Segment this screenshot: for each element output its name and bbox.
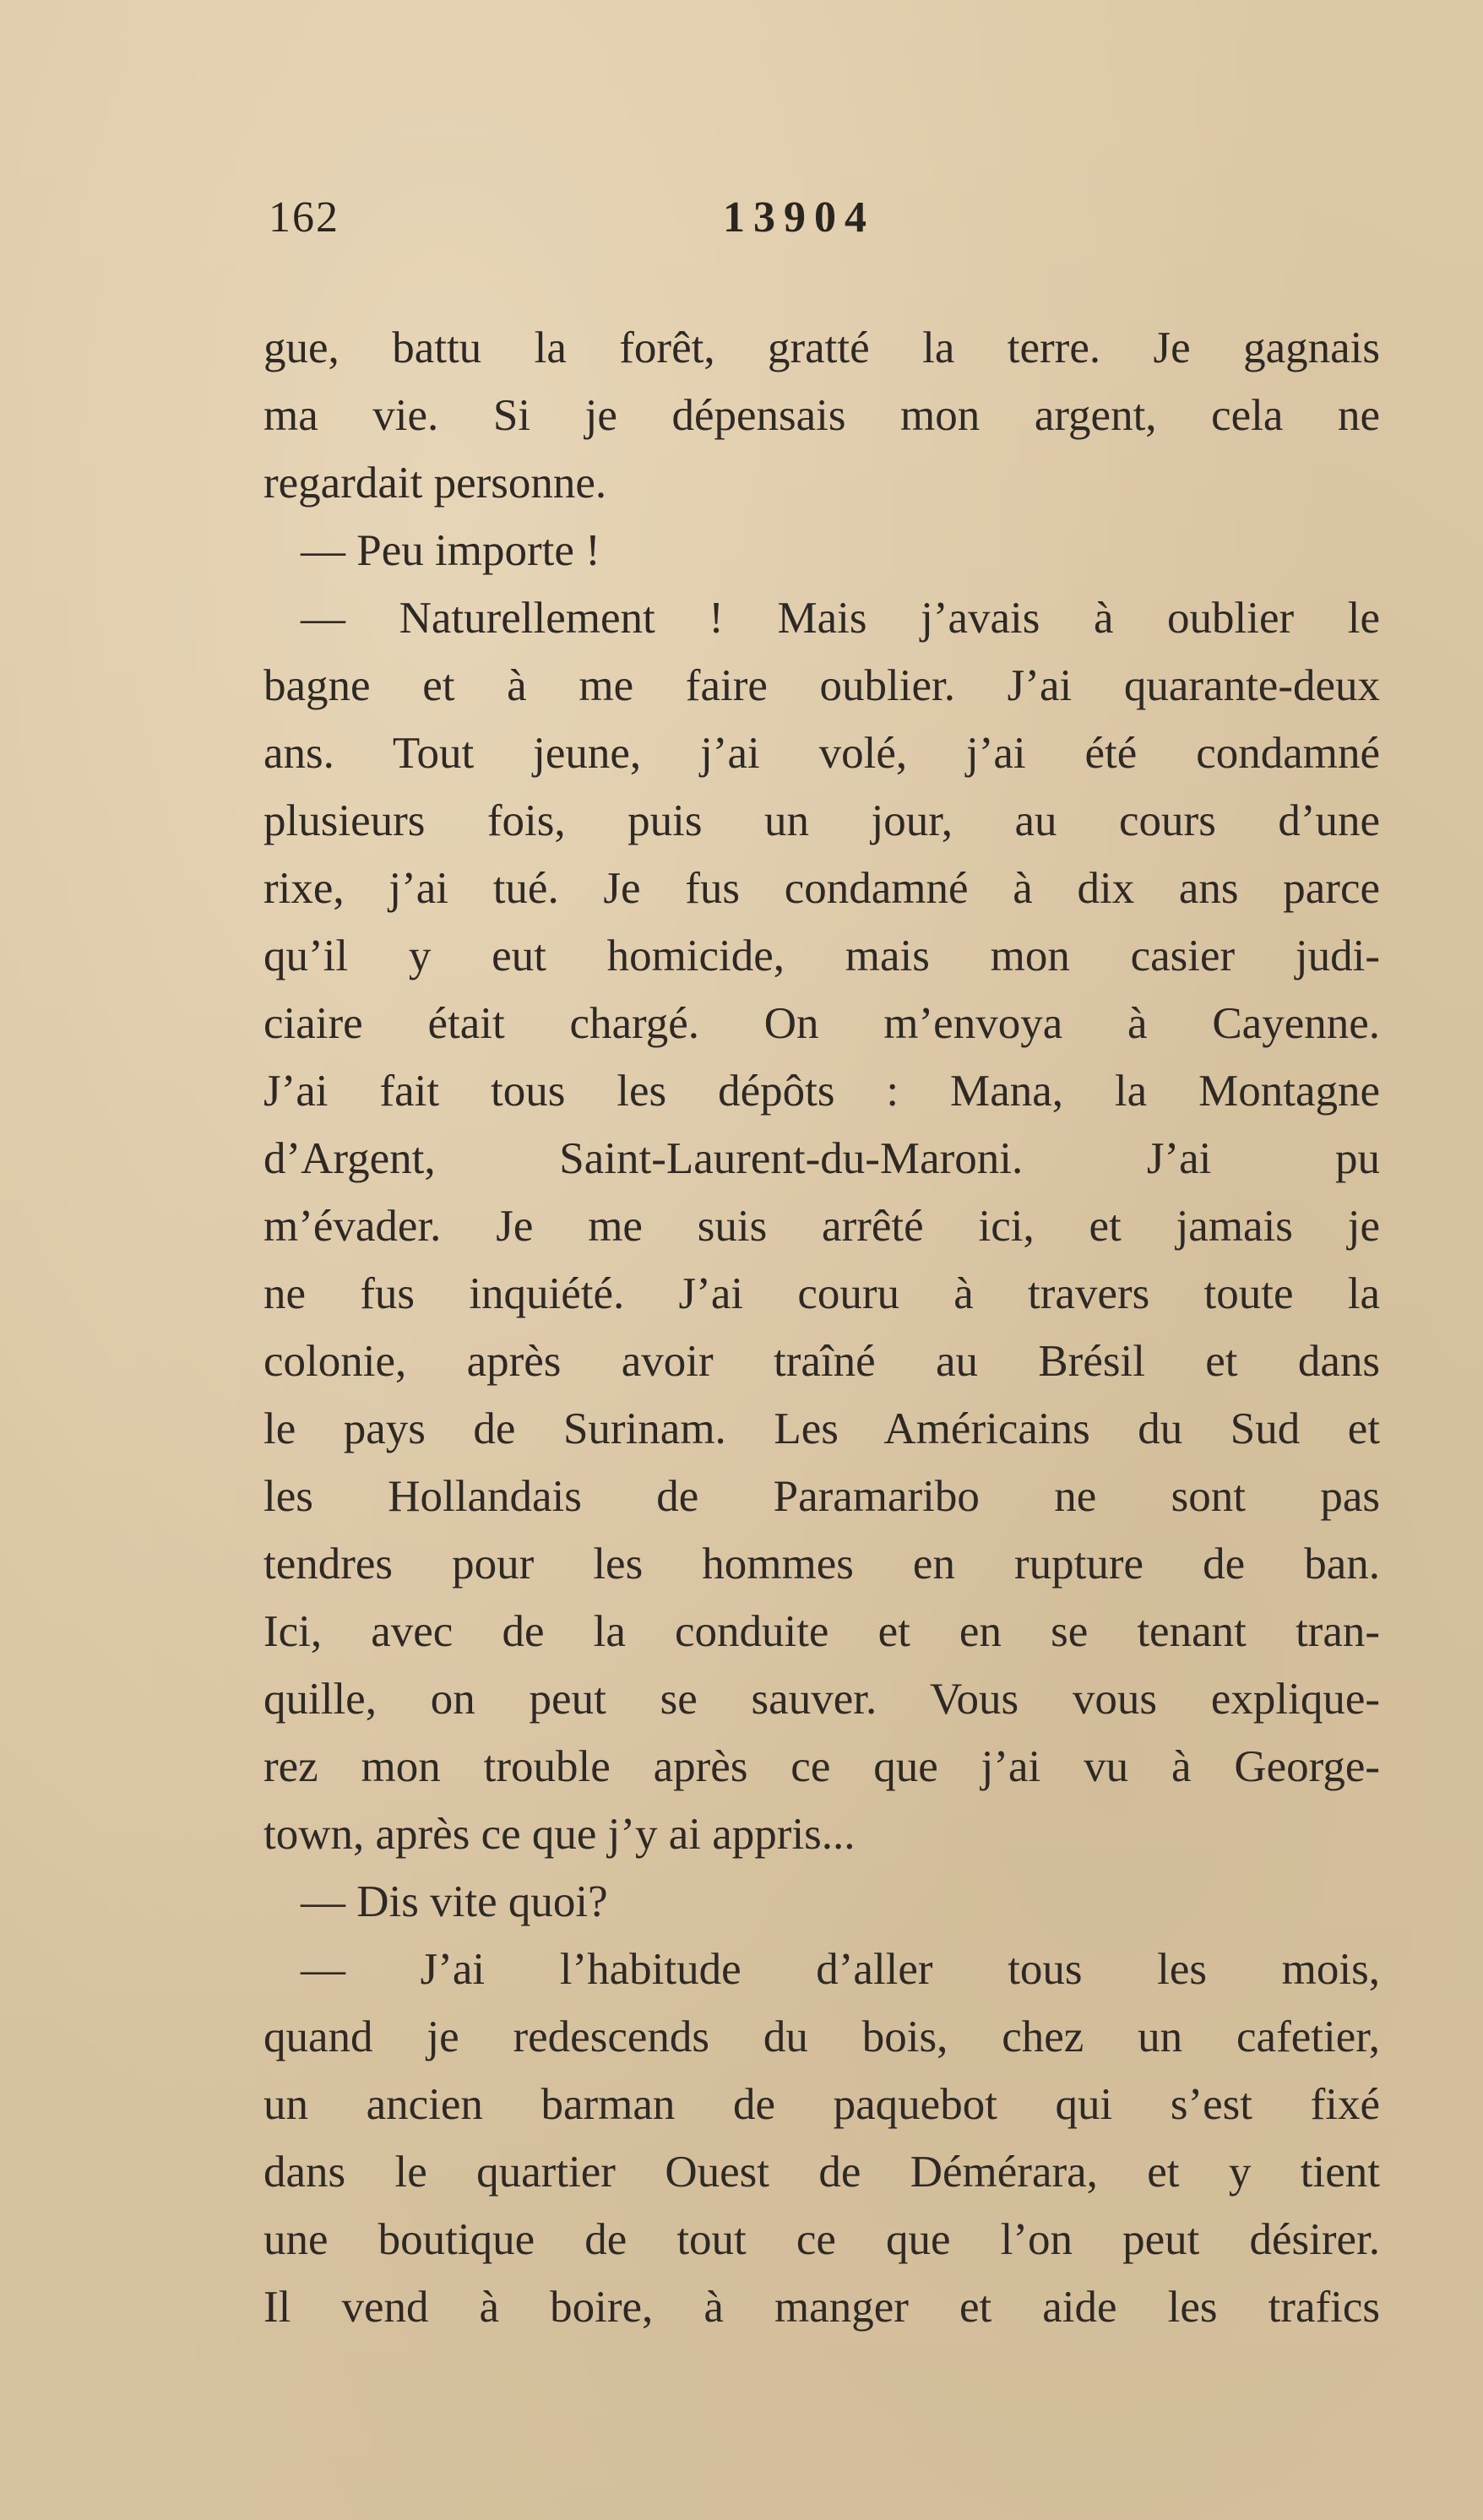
text-line: colonie, après avoir traîné au Brésil et dans (263, 1337, 1380, 1386)
text-line: town, après ce que j’y ai appris... (263, 1810, 856, 1859)
text-line: m’évader. Je me suis arrêté ici, et jamais je (263, 1202, 1380, 1251)
text-line: ciaire était chargé. On m’envoya à Cayenne. (263, 999, 1380, 1048)
body-text (263, 314, 1380, 2341)
text-line: — Peu importe ! (301, 526, 600, 575)
text-line: ma vie. Si je dépensais mon argent, cela ne (263, 391, 1380, 440)
text-line: — Naturellement ! Mais j’avais à oublier le (301, 594, 1380, 643)
text-line: — Dis vite quoi? (301, 1877, 608, 1926)
text-line: tendres pour les hommes en rupture de ban. (263, 1540, 1380, 1589)
text-line: Ici, avec de la conduite et en se tenant tran- (263, 1607, 1380, 1656)
text-line: ne fus inquiété. J’ai couru à travers toute la (263, 1269, 1380, 1318)
text-line: ans. Tout jeune, j’ai volé, j’ai été condamné (263, 729, 1380, 778)
text-line: Il vend à boire, à manger et aide les trafics (263, 2283, 1380, 2332)
text-line: quand je redescends du bois, chez un cafetier, (263, 2012, 1380, 2061)
text-line: — J’ai l’habitude d’aller tous les mois, (301, 1945, 1380, 1994)
text-line: regardait personne. (263, 459, 607, 508)
page-number: 162 (269, 193, 340, 242)
text-line: une boutique de tout ce que l’on peut désirer. (263, 2215, 1380, 2264)
running-head: 13904 (723, 193, 875, 242)
text-line: quille, on peut se sauver. Vous vous explique- (263, 1675, 1380, 1724)
text-line: les Hollandais de Paramaribo ne sont pas (263, 1472, 1380, 1521)
text-line: gue, battu la forêt, gratté la terre. Je gagnais (263, 323, 1380, 372)
text-line: dans le quartier Ouest de Démérara, et y tient (263, 2148, 1380, 2197)
page-header (269, 193, 1383, 252)
text-line: rixe, j’ai tué. Je fus condamné à dix ans parce (263, 864, 1380, 913)
text-line: plusieurs fois, puis un jour, au cours d’une (263, 796, 1380, 845)
text-line: qu’il y eut homicide, mais mon casier judi- (263, 931, 1380, 980)
text-line: un ancien barman de paquebot qui s’est fixé (263, 2080, 1380, 2129)
text-line: J’ai fait tous les dépôts : Mana, la Montagne (263, 1067, 1380, 1116)
text-line: d’Argent, Saint-Laurent-du-Maroni. J’ai pu (263, 1134, 1380, 1183)
text-line: le pays de Surinam. Les Américains du Sud et (263, 1404, 1380, 1453)
text-line: rez mon trouble après ce que j’ai vu à George- (263, 1742, 1380, 1791)
text-line: bagne et à me faire oublier. J’ai quarante-deux (263, 661, 1380, 710)
